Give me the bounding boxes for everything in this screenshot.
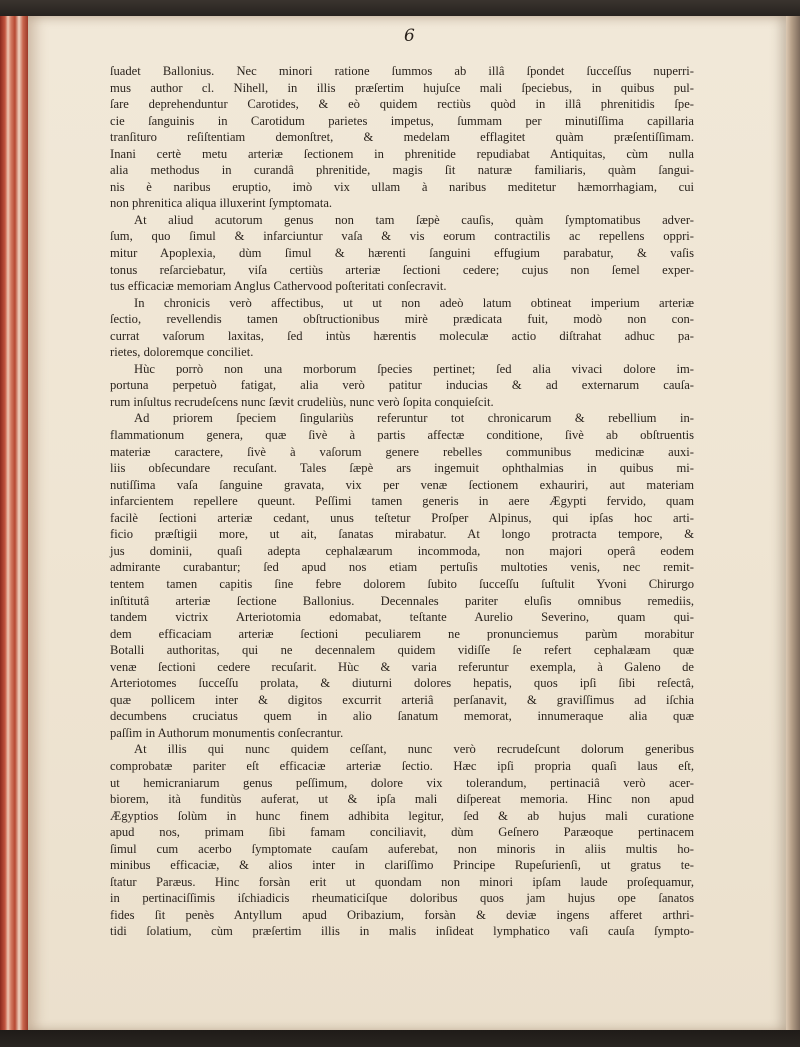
- page-number: 6: [404, 26, 415, 46]
- text-line: tidi ſolatium, cùm præſertim illis in malis inſideat lymphatico vaſi cauſa ſympto-: [110, 924, 694, 939]
- text-line: rietes, doloremque conciliet.: [110, 345, 254, 360]
- text-line: apud nos, primam ſibi famam conciliavit, dùm Geſnero Paræoque pertinacem: [110, 825, 694, 840]
- text-line: Ad priorem ſpeciem ſingulariùs referuntur tot chronicarum & rebellium in-: [134, 411, 694, 426]
- text-line: ſum, quo ſimul & infarciuntur vaſa & vis eorum contractilis ac repellens oppri-: [110, 229, 694, 244]
- text-line: At aliud acutorum genus non tam ſæpè cauſis, quàm ſymptomatibus adver-: [134, 212, 694, 227]
- text-line: jus dominii, quaſi adepta cephalæarum incommoda, non majori operâ eodem: [110, 543, 694, 558]
- text-line: At illis qui nunc quidem ceſſant, nunc verò recrudeſcunt dolorum generibus: [134, 742, 694, 757]
- text-line: Botalli authoritas, qui ne decennalem quidem vidiſſe ſe refert cephalæam quæ: [110, 643, 694, 658]
- text-line: fides ſit penès Antyllum apud Oribazium, forsàn & deviæ ingens afferet arthri-: [110, 907, 694, 922]
- page-right-edge: [786, 16, 800, 1032]
- text-line: ſuadet Ballonius. Nec minori ratione ſummos ab illâ ſpondet ſucceſſus nuperri-: [110, 64, 694, 78]
- scan-bottom-border: [0, 1030, 800, 1047]
- text-line: alia methodus in curandâ phrenitide, magis ſit naturæ familiaris, quàm ſangui-: [110, 163, 694, 178]
- text-line: tonus reſarciebatur, viſa certiùs arteriæ ſectioni cedere; cujus non ſemel exper-: [110, 262, 694, 277]
- text-line: materiæ caractere, ſivè à vaſorum genere rebelles communibus medicinæ auxi-: [110, 444, 694, 459]
- text-line: currat vaſorum laxitas, ſed intùs hærentis moleculæ actio diſtrahat adhuc pa-: [110, 328, 694, 343]
- text-line: flammationum genera, quæ ſivè à partis affectæ conditione, ſivè ab obſtruentis: [110, 428, 694, 443]
- text-line: inſtitutâ arteriæ ſectione Ballonius. Decennales pariter eluſis omnibus remediis,: [110, 593, 694, 608]
- text-line: tentem tamen capitis ſine febre dolorem ſubito ſucceſſu ſuſtulit Yvoni Chirurgo: [110, 576, 694, 591]
- text-line: ſectio, revellendis tamen obſtructionibus mirè prædicata fuit, modò non con-: [110, 312, 694, 327]
- text-line: dem efficaciam arteriæ ſectioni peculiarem ne pronunciemus parùm morabitur: [110, 626, 694, 641]
- book-spine-binding: [0, 16, 28, 1032]
- text-line: Hùc porrò non una morborum ſpecies pertinet; ſed alia vivaci dolore im-: [134, 361, 694, 376]
- text-line: nis è naribus eruptio, imò vix ullam à naribus meditetur hæmorrhagiam, cui: [110, 179, 694, 194]
- text-line: ſtatur Paræus. Hinc forsàn erit ut quondam non minori ipſam laude proſequamur,: [110, 874, 694, 889]
- text-line: infarcientem repellere queunt. Peſſimi tamen generis in aere Ægypti fervido, quam: [110, 494, 694, 509]
- text-line: Arteriotomes ſucceſſu prolata, & diuturni dolores hepatis, quos ipſi ſibi reſectâ,: [110, 676, 694, 691]
- text-line: ſare deprehenduntur Carotides, & eò quidem rectiùs quòd in illâ phrenitidis ſpe-: [110, 97, 694, 112]
- text-line: rum inſultus recrudeſcens nunc ſævit crudeliùs, nunc verò ſopita conquieſcit.: [110, 394, 494, 409]
- text-line: in pertinaciſſimis iſchiadicis rheumaticiſque doloribus quos jam hujus ope ſanatos: [110, 891, 694, 906]
- text-line: ut hemicraniarum genus peſſimum, dolore vix tolerandum, pertinaciâ verò acer-: [110, 775, 694, 790]
- text-line: admirante curabantur; ſed apud nos etiam pertuſis multoties venis, nec remit-: [110, 560, 694, 575]
- text-line: mitur Apoplexia, dùm ſimul & hærenti ſanguini effugium parabatur, & vaſis: [110, 246, 694, 261]
- text-line: cie ſanguinis in Carotidum parietes impetus, ſummam per minutiſſima capillaria: [110, 113, 694, 128]
- book-page: [28, 16, 786, 1032]
- text-line: tandem victrix Arteriotomia edomabat, teſtante Aurelio Severino, quam qui-: [110, 610, 694, 625]
- text-line: quæ pollicem inter & digitos excurrit arteriâ perſanavit, & graviſſimus ad iſchia: [110, 692, 694, 707]
- text-line: facilè ſectioni arteriæ cedant, unus teſtetur Proſper Alpinus, qui ipſas hoc arti-: [110, 510, 694, 525]
- text-line: nutiſſima vaſa ſanguine gravata, vix per venæ ſectionem exhauriri, aut materiam: [110, 477, 694, 492]
- text-line: Inani certè metu arteriæ ſectionem in phrenitide repudiabat Antiquitas, cùm nulla: [110, 146, 694, 161]
- text-line: portuna perpetuò fatigat, alia verò patitur inducias & ad externarum cauſa-: [110, 378, 694, 393]
- text-line: ficio præſtigii more, ut ait, ſanatas mirabatur. At longo protracta tempore, &: [110, 527, 694, 542]
- text-line: ſimul cum acerbo ſymptomate cauſam auferebat, non minoris in aliis multis ho-: [110, 841, 694, 856]
- text-line: decumbens cruciatus quem in alio ſanatum memorat, innumeraque alia quæ: [110, 709, 694, 724]
- text-line: liis obſecundare recuſant. Tales ſæpè ars ingemuit ophthalmias in quibus mi-: [110, 461, 694, 476]
- text-line: comprobatæ pariter eſt efficaciæ arteriæ ſectio. Hæc ipſi propria quaſi laus eſt,: [110, 758, 694, 773]
- text-line: Ægyptios ſolùm in hunc finem adhibita legitur, ſed & ab hujus mali curatione: [110, 808, 694, 823]
- text-line: tus efficaciæ memoriam Anglus Cathervood poſteritati conſecravit.: [110, 279, 447, 294]
- text-line: biorem, ità funditùs auferat, ut & ipſa mali diſpereat memoria. Hinc non apud: [110, 792, 694, 807]
- text-line: minibus efficaciæ, & alios inter in clariſſimo Principe Rupeſurienſi, ut gratus te-: [110, 858, 694, 873]
- text-line: non phrenitica aliqua illuxerint ſymptomata.: [110, 196, 333, 211]
- text-line: venæ ſectioni cedere recuſarit. Hùc & varia referuntur exempla, à Galeno de: [110, 659, 694, 674]
- text-line: In chronicis verò affectibus, ut ut non adeò latum obtineat imperium arteriæ: [134, 295, 694, 310]
- text-line: mus author cl. Nihell, in illis præſertim hujuſce mali ſpeciebus, in quibus pul-: [110, 80, 694, 95]
- text-line: paſſim in Authorum monumentis conſecrantur.: [110, 725, 344, 740]
- text-line: tranſituro reſiſtentiam demonſtret, & medelam efflagitet quàm præſentiſſimam.: [110, 130, 694, 145]
- body-text: [110, 63, 694, 940]
